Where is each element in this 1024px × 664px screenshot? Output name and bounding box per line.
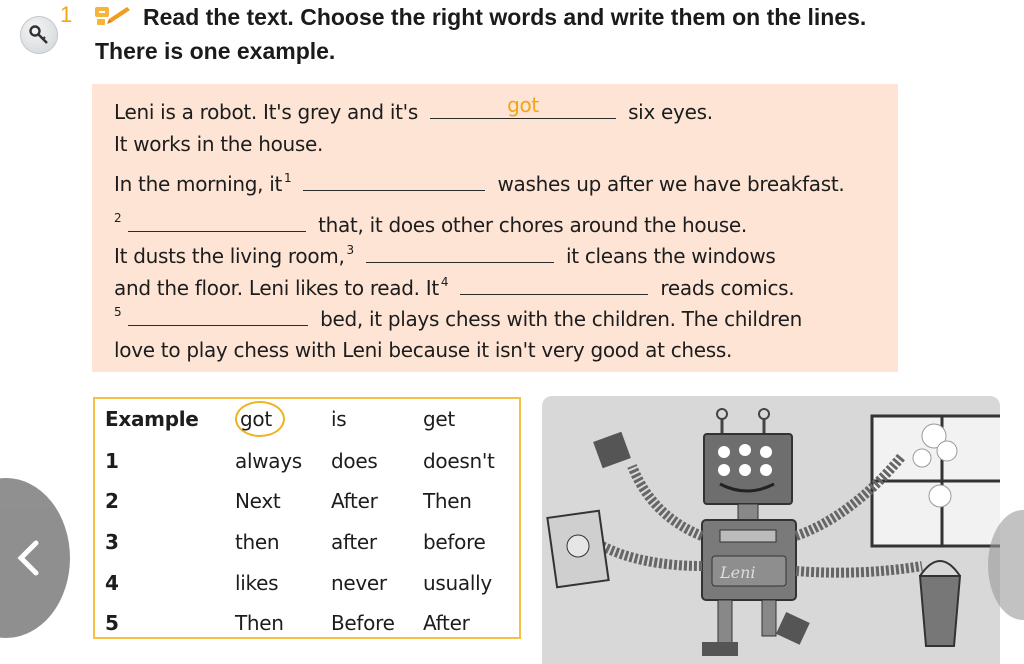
option-choice[interactable]: likes [235,571,279,595]
options-row-2: 2 Next After Then [105,489,472,513]
word-options-table [93,397,521,639]
options-row-3: 3 then after before [105,530,486,554]
gap-number-4: 4 [440,275,449,289]
option-choice[interactable]: usually [423,571,492,595]
robot-drawing [542,396,1000,664]
instruction-line-2: There is one example. [95,38,336,64]
option-choice[interactable]: never [331,571,387,595]
options-row-4: 4 likes never usually [105,571,492,595]
chevron-left-icon [16,540,40,576]
option-choice[interactable]: always [235,449,302,473]
robot-illustration [542,396,1000,664]
text-line-6: and the floor. Leni likes to read. It $^4$ reads comics. [114,275,795,300]
option-choice: get [423,407,455,431]
text-line-8: love to play chess with Leni because it isn't very good at chess. [114,338,733,362]
option-choice[interactable]: then [235,530,280,554]
previous-page-button[interactable] [0,478,70,638]
option-choice[interactable]: Before [331,611,395,635]
gap-number-1: 1 [284,171,292,185]
gap-number-3: 3 [346,243,354,257]
text-line-2: It works in the house. [114,132,324,156]
option-choice[interactable]: doesn't [423,449,495,473]
writing-activity-icon [93,3,133,29]
answer-blank-1[interactable] [303,172,485,191]
option-choice[interactable]: After [423,611,470,635]
text-line-3: In the morning, it $^1$ washes up after we have breakfast. [114,171,845,196]
instruction-line-1: Read the text. Choose the right words and write them on the lines. [143,4,867,30]
option-choice[interactable]: does [331,449,378,473]
gap-number-5: 5 [114,305,122,319]
reading-text-panel [92,84,898,372]
text-line-7: 5 bed, it plays chess with the children. The children [114,305,802,331]
answer-blank-5[interactable] [128,307,308,326]
options-row-example: Example got is get [95,407,519,447]
option-choice: got [240,407,272,431]
text-line-5: It dusts the living room, $^3$ it cleans the windows [114,243,776,268]
gap-number-2: 2 [114,211,122,225]
key-icon [28,24,50,46]
answer-blank-4[interactable] [460,276,648,295]
option-choice[interactable]: Then [235,611,284,635]
option-choice[interactable]: after [331,530,377,554]
robot-name-plate: Leni [720,563,756,582]
text-line-1: Leni is a robot. It's grey and it's got six eyes. [114,93,713,124]
answer-blank-2[interactable] [128,213,306,232]
option-choice[interactable]: Then [423,489,472,513]
answer-key-button[interactable] [20,16,58,54]
exercise-number: 1 [60,2,73,27]
answer-blank-3[interactable] [366,244,554,263]
option-choice: is [331,407,347,431]
option-choice[interactable]: Next [235,489,281,513]
options-row-5: 5 Then Before After [105,611,470,635]
options-row-1: 1 always does doesn't [105,449,495,473]
example-answer: got [507,93,539,117]
text-line-4: 2 that, it does other chores around the house. [114,211,747,237]
option-choice[interactable]: before [423,530,486,554]
example-blank [430,93,616,119]
option-choice[interactable]: After [331,489,378,513]
